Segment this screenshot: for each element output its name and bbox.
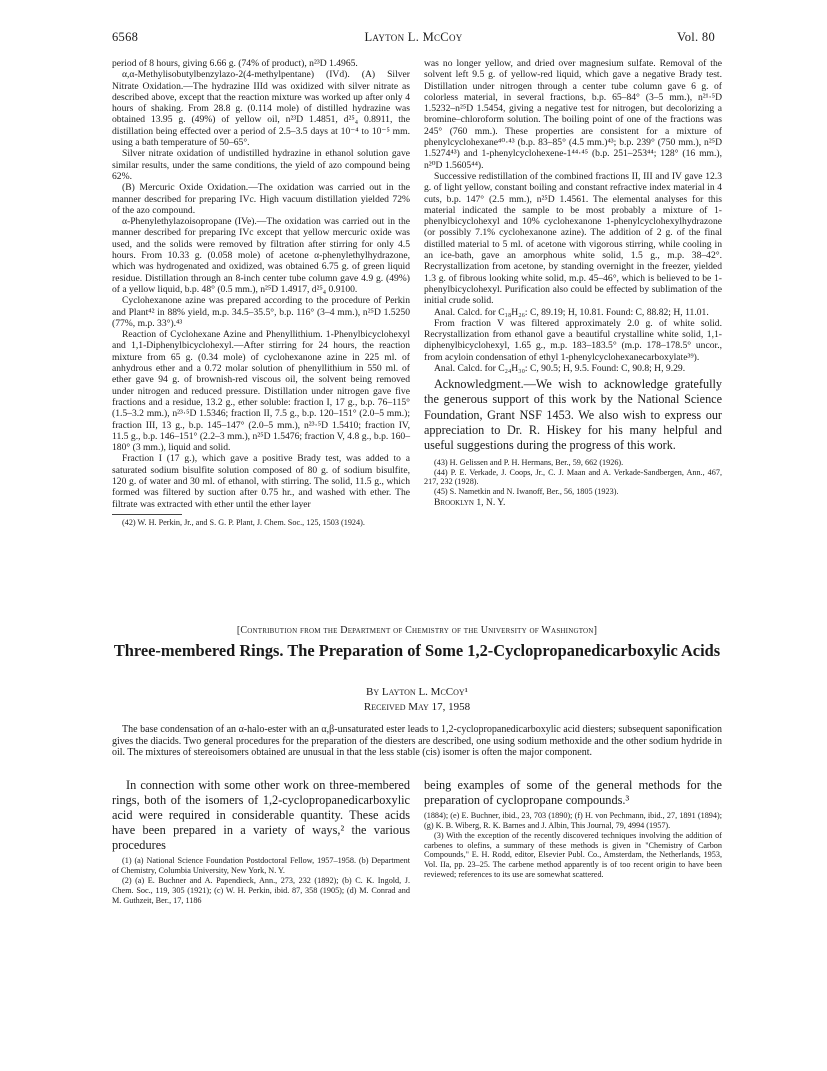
footnote: (45) S. Nametkin and N. Iwanoff, Ber., 56, 1805 (1923). [434,487,619,497]
paragraph: was no longer yellow, and dried over magnesium sulfate. Removal of the solvent left 9.5 g. of yellow-red liquid, which gave a negative Brady test. Distillation under nitrogen through a center tube column gave 6 g. of colorless material, in several fractions, b.p. 65–84° (3–5 mm.), n²¹·⁵D 1.5232–n²⁵D 1.5454, giving a negative test for nitrogen, but decolorizing a bromine–chloroform solution. The boiling point of one of the fractions was 245° (760 mm.). These properties are consistent for a mixture of phenylcyclohexane⁴⁰·⁴³ (b.p. 83–85° (4.5 mm.)⁴³; b.p. 239° (750 mm.), n²⁵D 1.5274⁴³) and 1-phenylcyclohexene-1⁴⁴·⁴⁵ (b.p. 251–253⁴⁴; 128° (16 mm.), n²⁰D 1.5605⁴⁴). [424,58,722,171]
abstract-text: The base condensation of an α-halo-ester with an α,β-unsaturated ester leads to 1,2-cyclopropanedicarboxylic acid diesters; subsequent saponification gives the diacids. Two general procedures for the preparation of the diesters are described, one using sodium methoxide and the other sodium hydride in oil. The mixtures of stereoisomers obtained are unusual in that the less stable (cis) isomer is often the major component. [112,724,722,759]
paragraph: From fraction V was filtered approximately 2.0 g. of white solid. Recrystallization from ethanol gave a beautiful crystalline white solid, 1,1-diphenylbicyclohexyl, 1.65 g., m.p. 183–183.5° (m.p. 178–178.5° uncor., from acyloin condensation of ethyl 1-phenylcyclohexanecarboxylate³⁹). [424,317,722,363]
paragraph: Fraction I (17 g.), which gave a positive Brady test, was added to a saturated sodium bisulfite solution composed of 80 g. of sodium bisulfite, 120 g. of water and 30 ml. of ethanol, with stirring. The solid, 11.5 g., which formed was filtered by suction after 0.75 hr., and washed with ether. The filtrate was extracted with ether until the ether layer [112,453,410,510]
body-right-column [424,778,722,880]
acknowledgment [424,377,722,452]
byline: By Layton L. McCoy¹ [366,686,468,698]
footnote: (1) (a) National Science Foundation Postdoctoral Fellow, 1957–1958. (b) Department of Chemistry, Columbia University, New York, N. Y. [112,856,410,876]
paragraph: α,α-Methylisobutylbenzylazo-2(4-methylpentane) (IVd). (A) Silver Nitrate Oxidation.—The hydrazine IIId was oxidized with silver nitrate as described above, except that the reaction mixture was worked up after only 4 hours of shaking. From 28.8 g. (0.114 mole) of distilled hydrazine was obtained 13.95 g. (49%) of yellow oil, n²³D 1.4851, d²⁵₄ 0.8911, the distillation being effected over a period of 2.5–3.5 days at 10⁻⁴ to 10⁻⁵ mm. using a bath temperature of 50–65°. [112,69,410,149]
running-header [112,30,715,46]
paragraph: Anal. Calcd. for C₁₈H₂₆: C, 89.19; H, 10.81. Found: C, 88.82; H, 11.01. [434,306,709,318]
footnote: (2) (a) E. Buchner and A. Papendieck, Ann., 273, 232 (1892); (b) C. K. Ingold, J. Chem. Soc., 119, 305 (1921); (c) W. H. Perkin, ibid. 87, 358 (1905); (d) M. Conrad and M. Guthzeit, Ber., 17, 1186 [112,876,410,905]
paragraph: (B) Mercuric Oxide Oxidation.—The oxidation was carried out in the manner described for preparing IVc. High vacuum distillation yielded 72% of the azo compound. [112,182,410,216]
body-left-column [112,778,410,905]
article-title: Three-membered Rings. The Preparation of Some 1,2-Cyclopropanedicarboxylic Acids [113,641,721,660]
received-date: Received May 17, 1958 [363,701,471,713]
right-column [424,58,722,508]
footnote: (42) W. H. Perkin, Jr., and S. G. P. Plant, J. Chem. Soc., 125, 1503 (1924). [122,517,365,527]
paragraph: Cyclohexanone azine was prepared according to the procedure of Perkin and Plant⁴² in 88% yield, m.p. 34.5–35.5°, b.p. 116° (3–4 mm.), n²⁵D 1.5250 (77%, m.p. 33°).⁴³ [112,295,410,329]
volume-number: Vol. 80 [677,30,715,44]
footnote: (44) P. E. Verkade, J. Coops, Jr., C. J. Maan and A. Verkade-Sandbergen, Ann., 467, 217, 232 (1928). [424,467,722,487]
city-line: Brooklyn 1, N. Y. [434,496,506,508]
footnote: (43) H. Gelissen and P. H. Hermans, Ber., 59, 662 (1926). [434,457,624,467]
paragraph: Successive redistillation of the combined fractions II, III and IV gave 12.3 g. of light yellow, constant boiling and constant refractive index material in 4 cuts, b.p. 147° (2.5 mm.), n²⁵D 1.4561. The elemental analyses for this material indicated the sample to be most probably a mixture of 1-phenylbicyclohexyl and 10% cyclohexanone 1-phenylcyclohexylhydrazone (or possibly 7.1% cyclohexanone azine). The addition of 2 g. of the final distilled material to 5 ml. of acetone with vigorous stirring, while cooling in an ice-bath, gave an amorphous white solid, 1.5 g., m.p. 38–42°. Recrystallization from acetone, by standing overnight in the freezer, yielded 1.3 g. of fibrous looking white solid, m.p. 45–46°, which is believed to be 1-phenylbicyclohexyl. Purification also could be effected by sublimation of the initial crude solid. [424,170,722,307]
paragraph: Reaction of Cyclohexane Azine and Phenyllithium. 1-Phenylbicyclohexyl and 1,1-Diphenylbicyclohexyl.—After stirring for 24 hours, the reaction mixture from 65 g. (0.34 mole) of cyclohexanone azine in 225 ml. of anhydrous ether and a 0.72 molar solution of phenyllithium in 550 ml. of ether gave 94 g. of brownish-red viscous oil, the solvent being removed under nitrogen and reduced pressure. Distillation under nitrogen gave five fractions and a residue, 13.2 g., ether soluble: fraction I, 17 g., b.p. 76–115° (1.5–3.2 mm.), n²³·⁵D 1.5346; fraction II, 7.5 g., b.p. 120–151° (2.0–5 mm.); fraction III, 13 g., b.p. 145–147° (2.0–5 mm.), n²³·⁵D 1.5410; fraction IV, 11.5 g., b.p. 146–151° (2.2–3 mm.), n²⁵D 1.5476; fraction V, 4.8 g., b.p. 160–180° (3 mm.), liquid and solid. [112,329,410,454]
header-author: Layton L. McCoy [364,30,463,44]
acknowledgment-text: Acknowledgment.—We wish to acknowledge gratefully the generous support of this work by the National Science Foundation, Grant NSF 1453. We also wish to express our appreciation to Dr. R. Hiskey for his many helpful and useful suggestions during the progress of this work. [424,377,722,452]
page-number: 6568 [112,30,139,44]
paragraph: period of 8 hours, giving 6.66 g. (74% of product), n²³D 1.4965. [112,58,358,69]
footnotes [112,856,410,905]
footnote-rule [112,514,182,515]
footnotes [424,811,722,880]
paragraph: α-Phenylethylazoisopropane (IVe).—The oxidation was carried out in the manner described for preparing IVc except that yellow mercuric oxide was used, and the solids were removed by filtration after stirring for only 4.5 hours. From 10.33 g. (0.058 mole) of acetone α-phenylethylhydrazone, which was hydrogenated and oxidized, was obtained 6.75 g. of green liquid residue. Distillation through an 8-inch center tube column gave 4.9 g. (49%) of a yellow liquid, b.p. 48° (0.5 mm.), n²⁵D 1.4917, d²⁵₄ 0.9100. [112,216,410,295]
paragraph: Silver nitrate oxidation of undistilled hydrazine in ethanol solution gave similar results, under the same conditions, the yield of azo compound being 62%. [112,148,410,182]
contribution-line: [Contribution from the Department of Chemistry of the University of Washington] [236,625,598,636]
footnote: (1884); (e) E. Buchner, ibid., 23, 703 (1890); (f) H. von Pechmann, ibid., 27, 1891 (1894); (g) K. B. Wiberg, R. K. Barnes and J. Albin, This Journal, 79, 4994 (1957). [424,811,722,830]
intro-paragraph: In connection with some other work on three-membered rings, both of the isomers of 1,2-cyclopropanedicarboxylic acid were required in considerable quantity. These acids have been prepared in a variety of ways,² the various procedures [112,778,410,853]
left-column [112,58,410,528]
footnote: (3) With the exception of the recently discovered techniques involving the addition of carbenes to olefins, a summary of these methods is given in "Chemistry of Carbon Compounds," E. H. Rodd, editor, Elsevier Publ. Co., Amsterdam, the Netherlands, 1953, Vol. IIa, pp. 23–25. The carbene method apparently is of too recent origin to have been reviewed; references to its use are somewhat scattered. [424,830,722,879]
abstract [112,724,722,759]
footnotes [424,458,722,497]
footnotes [112,518,410,528]
intro-paragraph-continued: being examples of some of the general methods for the preparation of cyclopropane compounds.³ [424,778,722,808]
paragraph: Anal. Calcd. for C₂₄H₃₀: C, 90.5; H, 9.5. Found: C, 90.8; H, 9.29. [434,363,686,375]
